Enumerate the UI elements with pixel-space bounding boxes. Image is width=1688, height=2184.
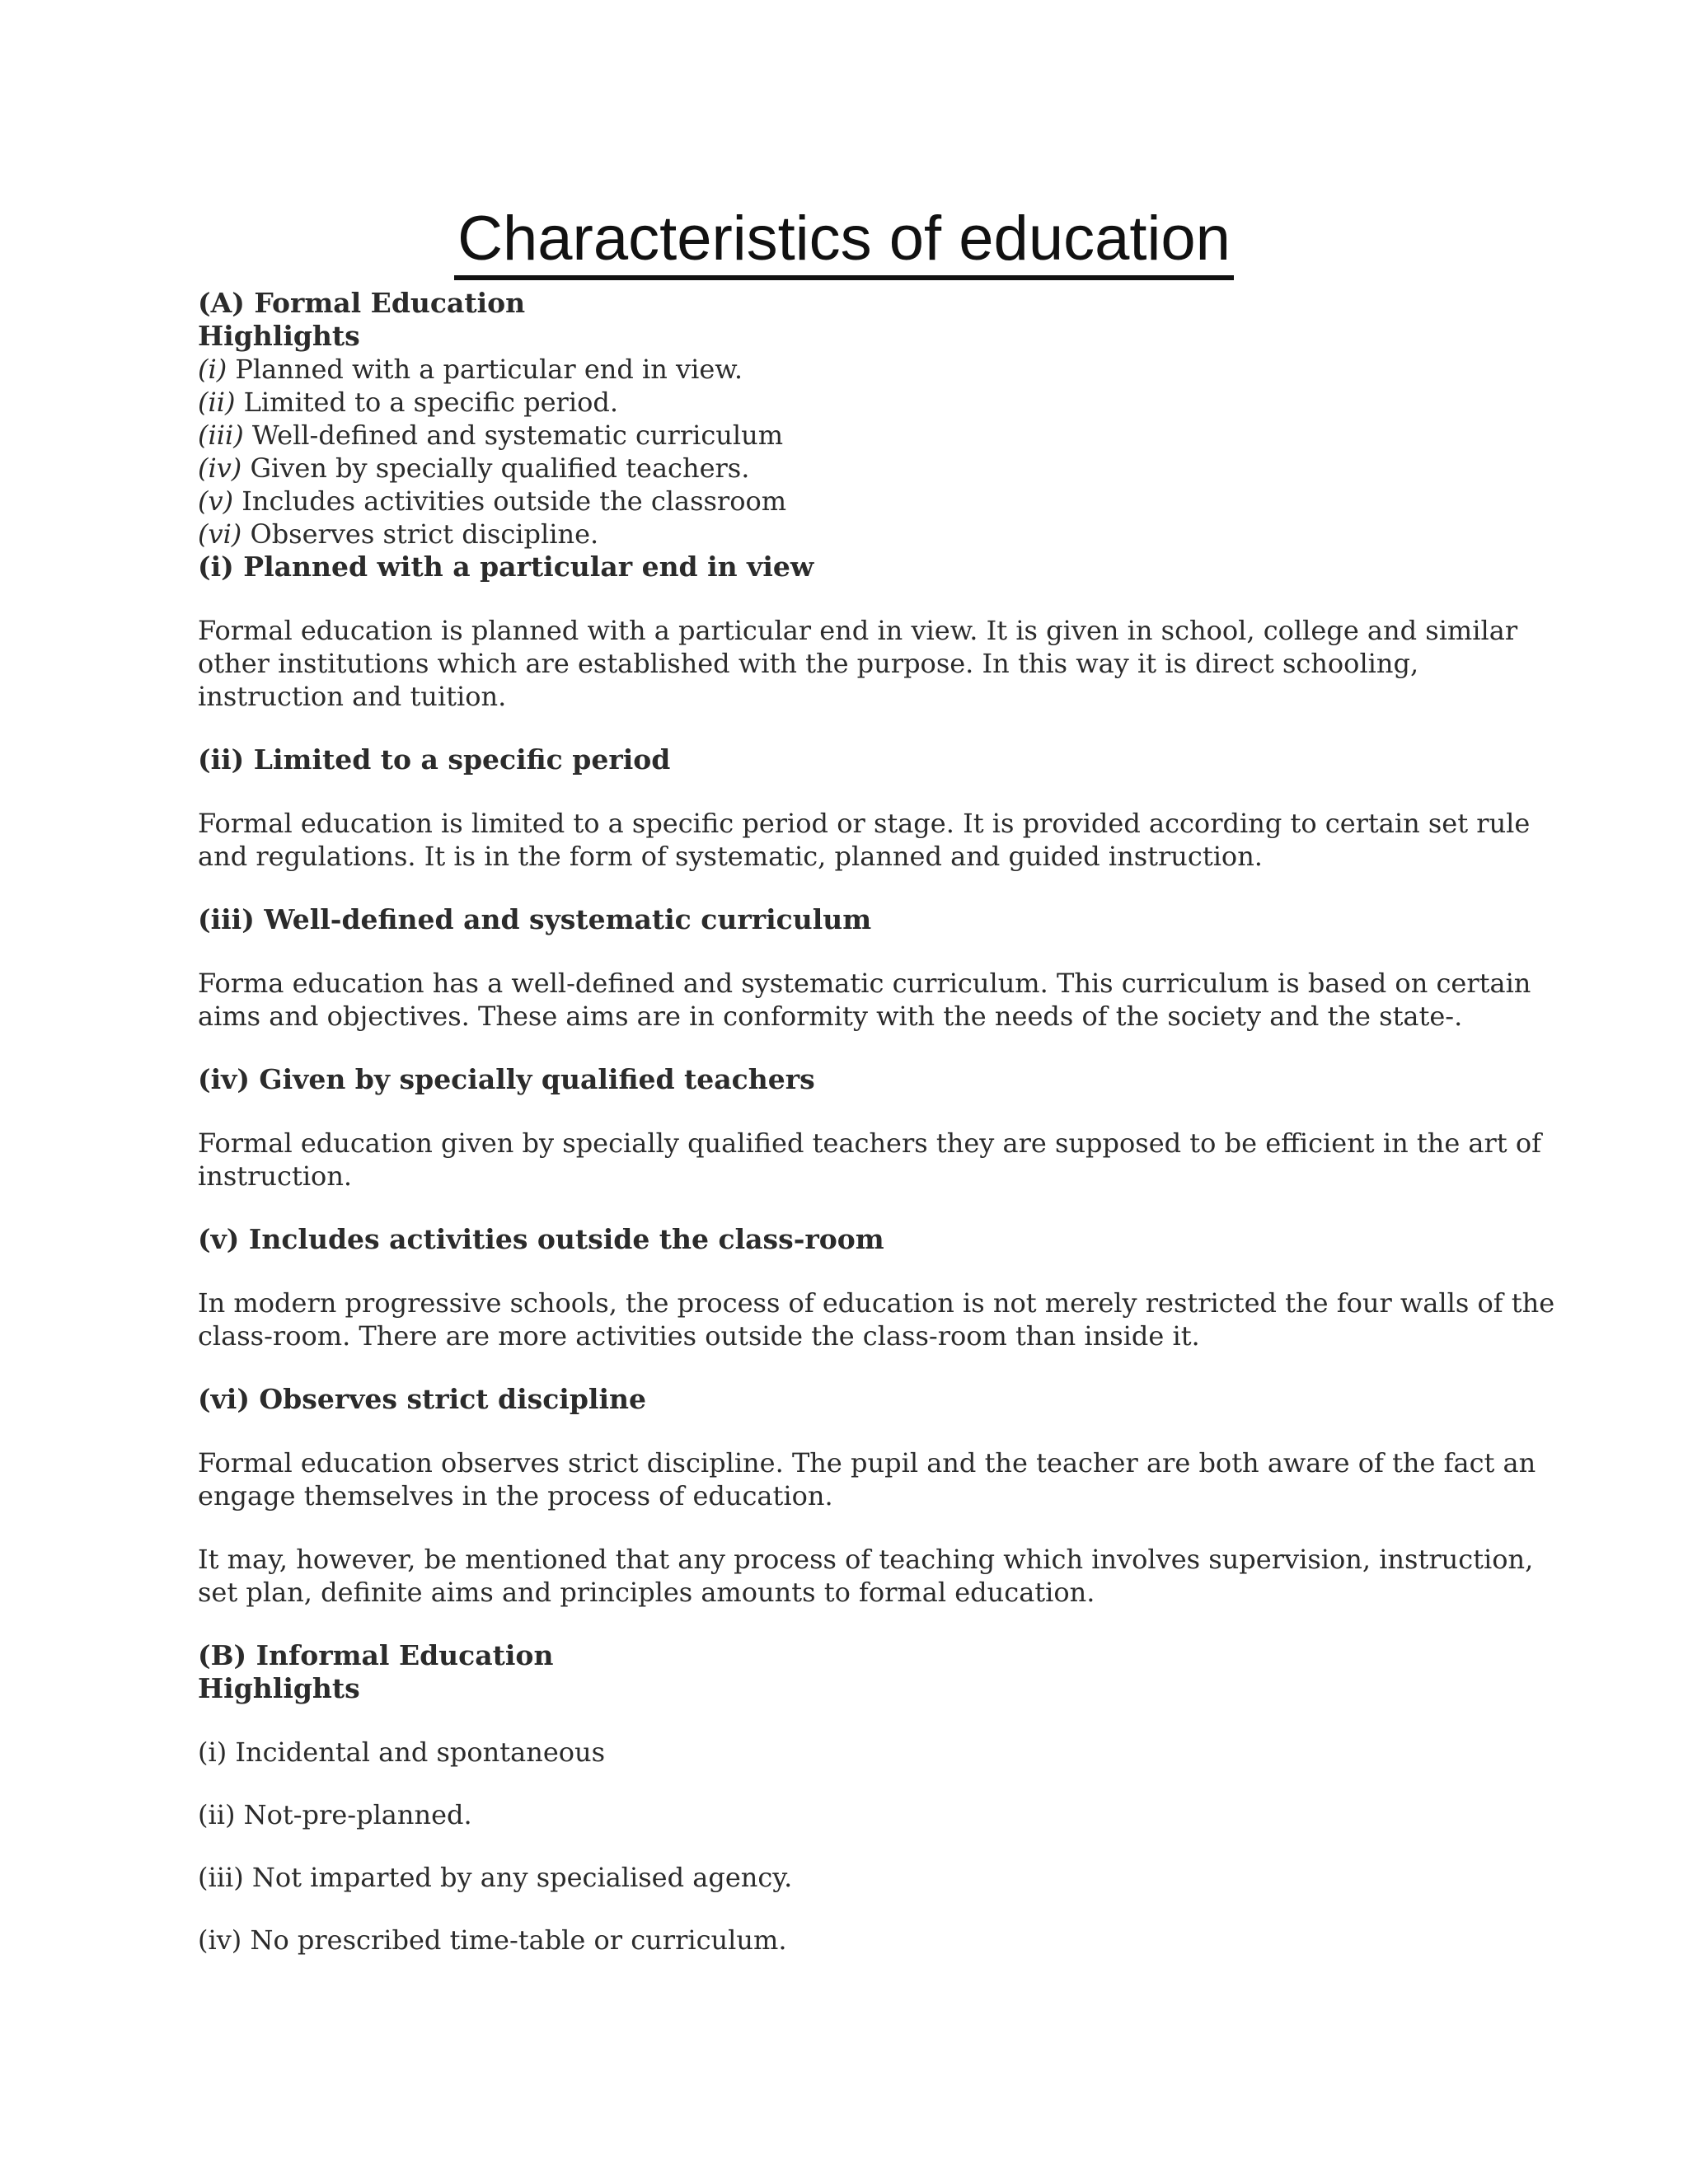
list-item — [198, 386, 1500, 419]
paragraph — [198, 1286, 1555, 1352]
section-heading-informal: (B) Informal Education — [198, 1639, 554, 1671]
paragraph-line: Formal education observes strict discipline. The pupil and the teacher are both aware of the fact an — [198, 1447, 1536, 1479]
list-item-text: Well-defined and systematic curriculum — [243, 419, 784, 451]
paragraph-line: In modern progressive schools, the process of education is not merely restricted the four walls of the — [198, 1287, 1555, 1319]
paragraph — [198, 614, 1518, 713]
list-item — [198, 353, 1500, 386]
list-item-number: (iv) — [198, 452, 242, 484]
paragraph — [198, 807, 1531, 873]
paragraph-line: instruction and tuition. — [198, 681, 507, 712]
paragraph-line: other institutions which are established with the purpose. In this way it is direct schooling, — [198, 648, 1419, 679]
list-item-text: Observes strict discipline. — [241, 518, 599, 550]
formal-highlights-list — [198, 353, 1500, 551]
list-item-text: Planned with a particular end in view. — [227, 354, 743, 385]
list-item: (iii) Not imparted by any specialised agency. — [198, 1862, 793, 1893]
list-item-number: (v) — [198, 485, 234, 517]
subsection-heading: (vi) Observes strict discipline — [198, 1383, 646, 1415]
subsection-heading: (ii) Limited to a specific period — [198, 743, 671, 776]
subsection-heading: (v) Includes activities outside the class-room — [198, 1223, 884, 1255]
list-item-number: (ii) — [198, 387, 236, 418]
page-title — [0, 202, 1688, 280]
highlights-label-informal: Highlights — [198, 1672, 360, 1704]
subsection-heading: (i) Planned with a particular end in view — [198, 551, 814, 583]
paragraph — [198, 967, 1531, 1033]
paragraph-line: engage themselves in the process of education. — [198, 1480, 833, 1511]
document-body — [198, 287, 1555, 1957]
list-item-number: (vi) — [198, 518, 242, 550]
highlights-label-formal: Highlights — [198, 320, 360, 352]
list-item-text: Includes activities outside the classroom — [233, 485, 787, 517]
paragraph-line: class-room. There are more activities outside the class-room than inside it. — [198, 1320, 1200, 1352]
paragraph-line: It may, however, be mentioned that any process of teaching which involves supervision, instruction, — [198, 1544, 1534, 1575]
paragraph — [198, 1446, 1536, 1512]
list-item-number: (i) — [198, 354, 227, 385]
paragraph-line: Formal education is limited to a specific period or stage. It is provided according to certain set rule — [198, 808, 1531, 839]
list-item — [198, 518, 1500, 551]
paragraph-line: Formal education is planned with a particular end in view. It is given in school, college and similar — [198, 615, 1518, 646]
paragraph-line: and regulations. It is in the form of systematic, planned and guided instruction. — [198, 841, 1263, 872]
list-item: (iv) No prescribed time-table or curriculum. — [198, 1924, 787, 1956]
paragraph-line: aims and objectives. These aims are in conformity with the needs of the society and the state-. — [198, 1001, 1463, 1032]
list-item: (ii) Not-pre-planned. — [198, 1799, 472, 1830]
list-item-text: Given by specially qualified teachers. — [241, 452, 750, 484]
list-item-text: Limited to a specific period. — [235, 387, 618, 418]
paragraph-line: set plan, definite aims and principles amounts to formal education. — [198, 1577, 1095, 1608]
list-item — [198, 452, 1500, 485]
paragraph-line: instruction. — [198, 1160, 353, 1192]
section-heading-formal: (A) Formal Education — [198, 287, 526, 319]
subsection-heading: (iv) Given by specially qualified teachers — [198, 1063, 815, 1095]
paragraph-line: Formal education given by specially qualified teachers they are supposed to be efficient in the art of — [198, 1127, 1541, 1159]
paragraph — [198, 1127, 1541, 1193]
paragraph-line: Forma education has a well-defined and systematic curriculum. This curriculum is based on certain — [198, 968, 1531, 999]
paragraph — [198, 1543, 1534, 1609]
list-item-number: (iii) — [198, 419, 244, 451]
list-item — [198, 485, 1500, 518]
subsection-heading: (iii) Well-defined and systematic curriculum — [198, 903, 872, 935]
list-item: (i) Incidental and spontaneous — [198, 1736, 606, 1768]
page-title-text: Characteristics of education — [454, 203, 1234, 280]
list-item — [198, 419, 1500, 452]
